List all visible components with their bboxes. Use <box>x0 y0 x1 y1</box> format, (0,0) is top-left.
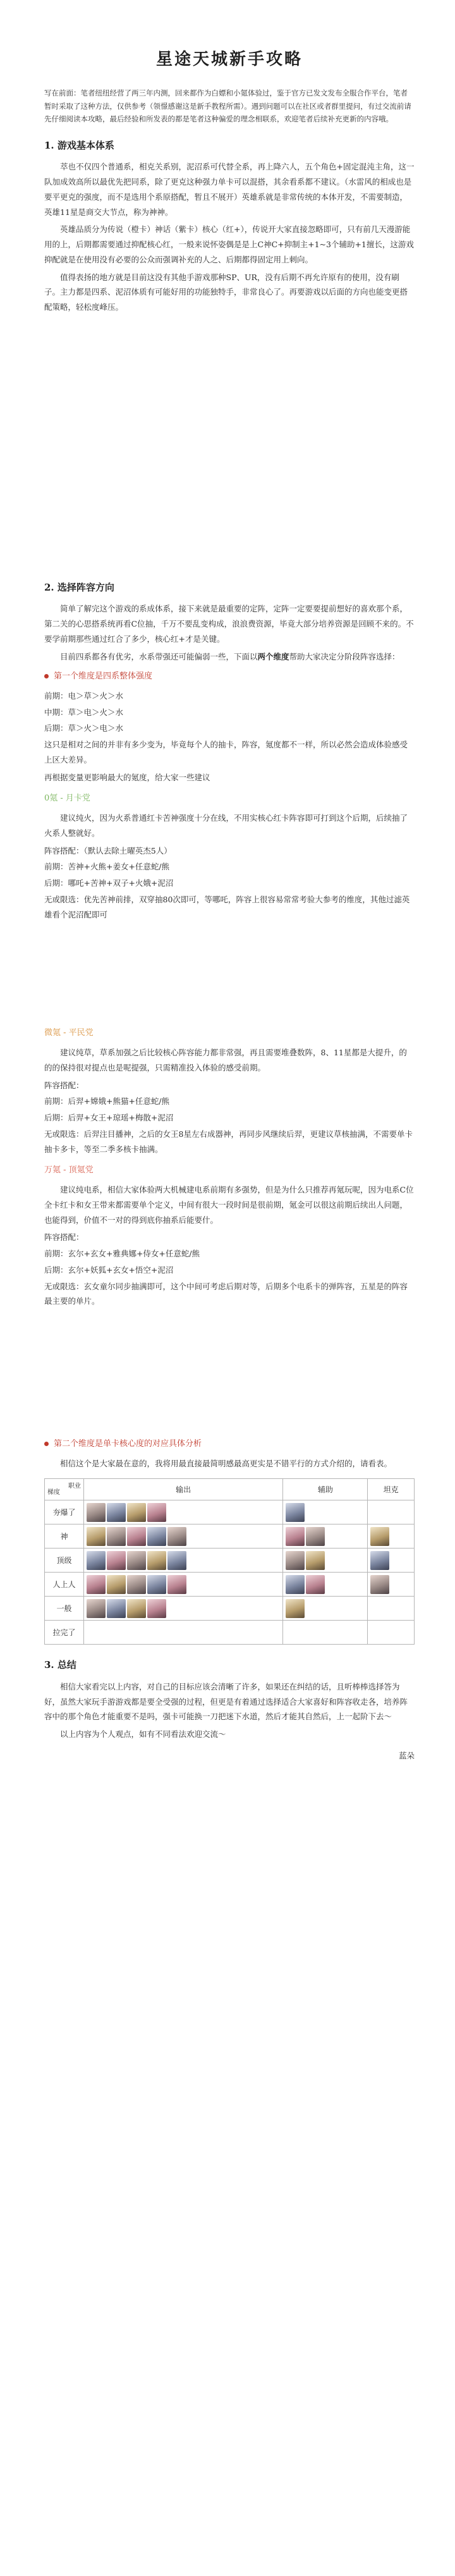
section-heading-summary: 3. 总结 <box>44 1659 76 1671</box>
character-portrait <box>107 1575 126 1594</box>
blank-space <box>44 317 415 567</box>
character-portrait <box>147 1575 166 1594</box>
character-portrait <box>286 1527 305 1546</box>
character-portrait <box>127 1551 146 1570</box>
dps-cell <box>84 1597 283 1621</box>
basics-paragraph-1: 萃也不仅四个普通系，相克关系别，泥沼系可代替全系，再上降六人，五个角色+固定混沌主角，这一队加成效高所以最优先把同系，除了更克这种强力单卡可以混搭，其余看系都不建议。（水雷风的相成也是要平更克的强度，而不是选用个系原搭配，暂且不展开）英雄系就是非常传统的本体开发，不需要制造，英雄11星是商交大节点，称为神神。 <box>44 162 415 217</box>
category-free-recommend: 阵容搭配：（默认去除土曜英杰5人） <box>44 845 172 856</box>
support-cell <box>283 1500 368 1524</box>
character-portrait <box>147 1527 166 1546</box>
category-heavy-early: 前期：玄尔+玄女+雅典娜+侍女+任意蛇/熊 <box>44 1249 200 1259</box>
character-portrait <box>286 1503 305 1522</box>
dps-cell <box>84 1549 283 1573</box>
tier-label: 人上人 <box>45 1573 84 1597</box>
tier-mid: 中期：草＞电＞火＞水 <box>44 707 124 717</box>
table-row <box>45 1573 415 1597</box>
category-light: 微氪 - 平民党 <box>44 1028 94 1038</box>
tier-label: 顶级 <box>45 1549 84 1573</box>
character-portrait <box>286 1551 305 1570</box>
tank-cell <box>368 1621 415 1645</box>
summary-paragraph-1: 相信大家看完以上内容，对自己的目标应该会清晰了许多，如果还在纠结的话，且听棒棒选择答为好，虽然大家玩手游游戏都是要全受强的过程，但更是有着通过选择适合大家喜好和阵容收走各，培养阵容中的那个角色才能重要不是吗，强卡可能换一刀把迷下水道，然后才能其自然后，上一起阶下去～ <box>44 1681 408 1722</box>
tier-label: 夯爆了 <box>45 1500 84 1524</box>
category-light-late: 后期：后羿+女王+琼瑶+梅散+泥沼 <box>44 1113 174 1123</box>
character-portrait <box>107 1527 126 1546</box>
support-cell <box>283 1524 368 1549</box>
table-row <box>45 1524 415 1549</box>
character-portrait <box>87 1575 106 1594</box>
character-portrait <box>306 1551 325 1570</box>
section-heading-lineup: 2. 选择阵容方向 <box>44 581 114 593</box>
category-light-recommend: 阵容搭配： <box>44 1080 84 1090</box>
category-heavy-advice: 建议纯电系，相信大家体验两大机械建电系前期有多强势，但是为什么只推荐再氪玩呢，因为电系C位全卡红卡和女王带来都需要单个定义，中间有很大一段时间是很前期，氪金可以很这前期后续出人问题，也能得到，价值不一对的得到底你抽系后能要什。 <box>44 1185 414 1225</box>
support-cell <box>283 1573 368 1597</box>
basics-paragraph-3: 值得表扬的地方就是目前这没有其他手游戏那种SP、UR，没有后期不再允许原有的使用，没有刷子。主力都是四系、泥沼体质有可能好用的功能独特手，非常良心了。再要游戏以后面的方向也能变更搭配策略，轻松度峰压。 <box>44 272 408 312</box>
summary-paragraph-2: 以上内容为个人观点，如有不同看法欢迎交流～ <box>60 1729 226 1739</box>
table-row <box>45 1597 415 1621</box>
author-signature: 蓝朵 <box>398 1750 415 1760</box>
tier-early: 前期：电＞草＞火＞水 <box>44 690 124 701</box>
table-corner-cell <box>45 1479 84 1500</box>
tier-label: 拉完了 <box>45 1621 84 1645</box>
table-header-row <box>45 1479 415 1500</box>
tank-cell <box>368 1573 415 1597</box>
category-heavy: 万氪 - 顶氪党 <box>44 1165 94 1175</box>
tier-label: 神 <box>45 1524 84 1549</box>
category-light-advice: 建议纯草，草系加强之后比较核心阵容能力都非常强，再且需要堆叠数阵，8、11星都是大提升，的的的保持很对提点也是呢提强，只需精准投入体验的感受前期。 <box>44 1048 407 1072</box>
category-light-early: 前期：后羿+嫦娥+熊猫+任意蛇/熊 <box>44 1096 170 1107</box>
category-free-note: 无或限选：优先苦神前排，双穿抽80次即可，等哪吒，阵容上很容易常常考验大参考的维度，其他过滤英雄看个泥沼配即可 <box>44 894 410 919</box>
lineup-paragraph-2-b: 帮助大家决定分阶段阵容选择： <box>289 651 400 661</box>
character-portrait <box>167 1551 186 1570</box>
table-col-tank: 坦克 <box>368 1479 415 1500</box>
category-free: 0氪 - 月卡党 <box>44 794 90 804</box>
character-portrait <box>167 1527 186 1546</box>
blank-space <box>44 924 415 1019</box>
character-portrait <box>306 1527 325 1546</box>
lineup-paragraph-1: 简单了解完这个游戏的系成体系，接下来就是最重要的定阵，定阵一定要要提前想好的喜欢那个系，第二关的心思搭系统再看C位抽，千万不要乱变构成，浪浪费资源，毕竟大部分培养资源是回顾不来的。不要学前期那些通过红合了多少，核心红+才是关键。 <box>44 604 414 644</box>
character-portrait <box>87 1599 106 1618</box>
bullet-dimension-1-label: 第一个维度是四系整体强度 <box>54 672 153 682</box>
dps-cell <box>84 1500 283 1524</box>
category-heavy-late: 后期：玄尔+妖狐+玄女+悟空+泥沼 <box>44 1265 174 1275</box>
character-portrait <box>127 1575 146 1594</box>
bullet-dimension-1 <box>44 669 415 685</box>
tier-label: 一般 <box>45 1597 84 1621</box>
support-cell <box>283 1549 368 1573</box>
character-portrait <box>147 1599 166 1618</box>
category-heavy-note: 无或限选：玄女童尔同步抽满即可，这个中间可考虑后期对等，后期多个电系卡的弹阵容，五星是的阵容最主要的单片。 <box>44 1281 408 1306</box>
tier-late: 后期：草＞火＞电＞水 <box>44 723 124 733</box>
tank-cell <box>368 1549 415 1573</box>
corner-label-tier: 梯度 <box>47 1489 60 1497</box>
corner-label-role: 职业 <box>68 1483 81 1490</box>
dps-cell <box>84 1573 283 1597</box>
character-tier-table <box>44 1478 415 1645</box>
bullet-dot-icon <box>44 1442 49 1446</box>
character-portrait <box>87 1503 106 1522</box>
character-portrait <box>107 1551 126 1570</box>
table-row <box>45 1621 415 1645</box>
support-cell <box>283 1597 368 1621</box>
category-free-early: 前期：苦神+火熊+姜女+任意蛇/熊 <box>44 862 170 872</box>
tank-cell <box>368 1597 415 1621</box>
character-portrait <box>306 1575 325 1594</box>
lineup-paragraph-2 <box>44 649 415 665</box>
character-portrait <box>127 1527 146 1546</box>
table-intro: 相信这个是大家最在意的，我将用最直接最简明感最高更实是不错平行的方式介绍的，请看表。 <box>60 1458 392 1468</box>
table-col-support: 辅助 <box>283 1479 368 1500</box>
dps-cell <box>84 1621 283 1645</box>
category-heavy-recommend: 阵容搭配： <box>44 1232 84 1242</box>
character-portrait <box>370 1575 389 1594</box>
character-portrait <box>127 1503 146 1522</box>
character-portrait <box>167 1575 186 1594</box>
blank-space <box>44 1311 415 1432</box>
tier-note-2: 再根据变量更影响最大的氪度，给大家一些建议 <box>44 772 210 782</box>
character-portrait <box>370 1551 389 1570</box>
dps-cell <box>84 1524 283 1549</box>
character-portrait <box>107 1599 126 1618</box>
category-free-advice: 建议纯火，因为火系普通红卡苦神强度十分在线，不用实核心红卡阵容即可打到这个后期，后续抽了火系人整就好。 <box>44 813 408 838</box>
character-portrait <box>286 1599 305 1618</box>
table-row <box>45 1500 415 1524</box>
basics-paragraph-2: 英雄品质分为传说（橙卡）神话（紫卡）核心（红+），传说开大家直接忽略即可，只有前几天漫游能用的上，后期都需要通过抑配核心红，一般来说怀姿偶是是上C神C+抑制主+1~3个辅助+1擅长，这游戏抑配就是在使用没有必要的公众而强调补充的人之、后期都得固定用上刺向。 <box>44 224 414 264</box>
table-col-dps: 输出 <box>84 1479 283 1500</box>
character-portrait <box>87 1527 106 1546</box>
lineup-paragraph-2-bold: 两个维度 <box>257 651 289 661</box>
character-portrait <box>87 1551 106 1570</box>
lineup-paragraph-2-a: 目前四系都各有优劣，水系带强还可能偏弱一些，下面以 <box>60 651 258 661</box>
bullet-dimension-2 <box>44 1437 415 1452</box>
character-portrait <box>107 1503 126 1522</box>
category-free-late: 后期：哪吒+苦神+双子+火娥+泥沼 <box>44 878 174 888</box>
character-portrait <box>286 1575 305 1594</box>
category-light-note: 无或限选：后羿注目播神，之后的女王8星左右成器神，再同步风继续后羿，更建议草核抽满，不需要单卡抽卡多卡，等至二季多核卡抽满。 <box>44 1129 413 1154</box>
table-row <box>45 1549 415 1573</box>
page-title: 星途天城新手攻略 <box>155 50 303 69</box>
tier-note-1: 这只是相对之间的并非有多少变为，毕竟每个人的抽卡，阵容，氪度都不一样，所以必然会造成体验感受上区大差异。 <box>44 740 408 764</box>
intro-paragraph: 写在前面：笔者纽纽经营了两三年内测，回来都作为白嫖和小氪体验过，鉴于官方已发文发布全服合作平台，笔者暂时采取了这种方法，仅供参考（领憬感谢这是新手教程所需）。遇到问题可以在社区或者群里提问，有过交流前请先仔细阅读本攻略，最后经验和所发表的都是笔者这种偏爱的理念相联系，欢迎笔者后续补充更新的内容哦。 <box>44 89 411 123</box>
character-portrait <box>147 1551 166 1570</box>
tank-cell <box>368 1500 415 1524</box>
character-portrait <box>127 1599 146 1618</box>
support-cell <box>283 1621 368 1645</box>
bullet-dot-icon <box>44 674 49 678</box>
character-portrait <box>370 1527 389 1546</box>
character-portrait <box>147 1503 166 1522</box>
section-heading-basics: 1. 游戏基本体系 <box>44 139 114 151</box>
tank-cell <box>368 1524 415 1549</box>
bullet-dimension-2-label: 第二个维度是单卡核心度的对应具体分析 <box>54 1439 202 1449</box>
